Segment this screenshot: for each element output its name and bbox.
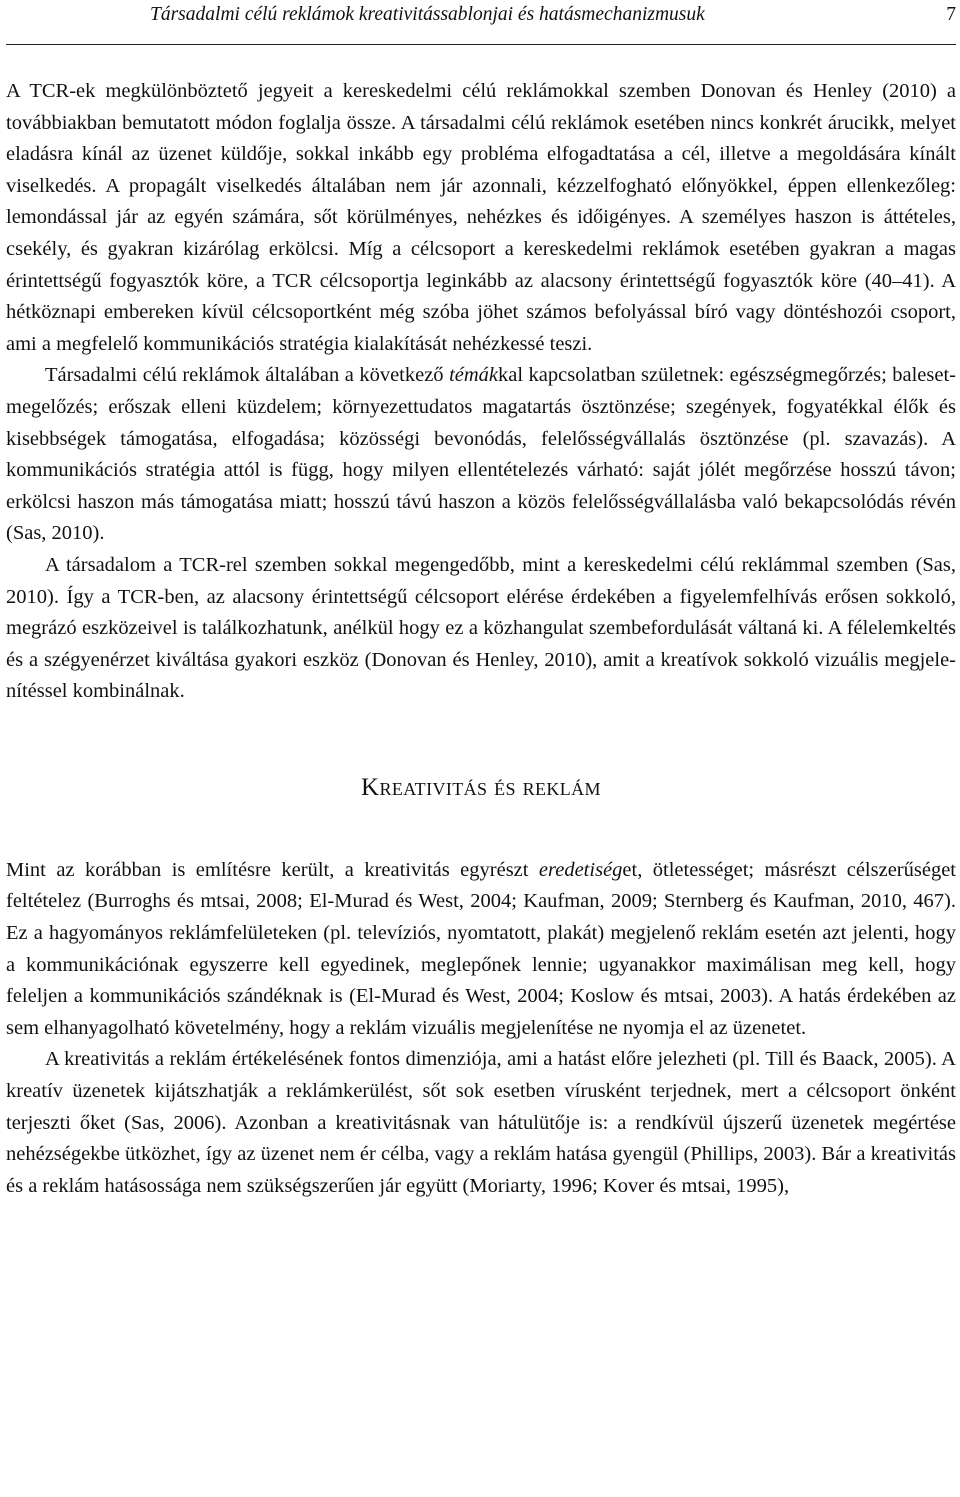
paragraph-text: A társadalom a TCR-rel szemben sokkal megengedőbb, mint a kereskedelmi célú reklámmal szemben (Sas, 2010). Így a TCR-ben, az alacsony érintettségű célcsoport elérése érdekében a figyelemfelhívás erősen sokkoló, megrázó eszközeivel is találkozhatunk, anélkül hogy ez a közhangulat szembefordulását váltaná ki. A félelemkeltés és a szégyenérzet kiváltása gyakori eszköz (Donovan és Henley, 2010), amit a kreatívok sokkoló vizuális megjelenítéssel kombinálnak. bbox=[6, 553, 956, 703]
paragraph-text: kal kapcsolatban születnek: egészségmegőrzés; baleset-megelőzés; erőszak elleni küzdelem; környezettudatos magatartás ösztönzése; szegények, fogyatékkal élők és kisebbségek támogatása, elfogadása; közösségi bevonódás, felelősségvállalás ösztönzése (pl. szavazás). A kommunikációs stratégia attól is függ, hogy milyen ellentételezés várható: saját jólét megőrzése hosszú távon; erkölcsi haszon más támogatása miatt; hosszú távú haszon a közös felelősségvállalásba való bekapcsolódás révén (Sas, 2010). bbox=[6, 364, 956, 545]
body-text bbox=[6, 76, 956, 1202]
paragraph-creativity-evaluation bbox=[6, 1044, 956, 1202]
paragraph-tcr-features bbox=[6, 76, 956, 360]
paragraph-text: Társadalmi célú reklámok általában a következő bbox=[45, 364, 450, 387]
emphasis-text: eredetiség bbox=[538, 858, 623, 881]
paragraph-text: A kreativitás a reklám értékelésének fontos dimenziója, ami a hatást előre jelezheti (pl. Till és Baack, 2005). A kreatív üzenetek kijátszhatják a reklámkerülést, sőt sok esetben vírusként terjednek, mert a célcsoport önként terjeszti őket (Sas, 2006). Azonban a kreativitásnak van hátulütője is: a rendkívül újszerű üzenetek megértése nehézségekbe ütközhet, így az üzenet nem ér célba, vagy a reklám hatása gyengül (Phillips, 2003). Bár a kreativitás és a reklám hatásossága nem szükségszerűen jár együtt (Moriarty, 1996; Kover és mtsai, 1995), bbox=[6, 1048, 956, 1197]
running-header bbox=[6, 0, 956, 45]
running-title: Társadalmi célú reklámok kreativitássablonjai és hatásmechanizmusuk bbox=[150, 4, 705, 25]
emphasis-text: témák bbox=[449, 364, 499, 387]
paragraph-text: A TCR-ek megkülönböztető jegyeit a kereskedelmi célú reklámokkal szemben Donovan és Henley (2010) a továbbiakban bemutatott módon foglalja össze. A társadalmi célú reklámok esetében nincs konkrét árucikk, melyet eladásra kínál az üzenet küldője, sokkal inkább egy probléma elfogadtatása a cél, illetve a megoldására kínált viselkedés. A propagált viselkedés általában nem jár azonnali, kézzelfogható előnyökkel, éppen ellenkezőleg: lemondással jár az egyén számára, sőt körülményes, nehézkes és időigényes. A személyes haszon is áttételes, csekély, és gyakran kizárólag erkölcsi. Míg a célcsoport a kereskedelmi reklámok esetében gyakran a magas érintettségű fogyasztók köre, a TCR célcsoportja leginkább az alacsony érintettségű fogyasztók köre (40–41). A hétköznapi embereken kívül célcsoportként még szóba jöhet számos befolyással bíró vagy döntéshozói csoport, ami a megfelelő kommunikációs stratégia kialakítását nehézkessé teszi. bbox=[6, 80, 956, 355]
section-heading: Kreativitás és reklám bbox=[361, 773, 601, 801]
page-number: 7 bbox=[946, 4, 956, 25]
paragraph-creativity-definition bbox=[6, 855, 956, 1045]
paragraph-society-tolerance bbox=[6, 550, 956, 708]
page bbox=[6, 0, 956, 1497]
paragraph-tcr-themes bbox=[6, 360, 956, 550]
paragraph-text: et, ötletességet; másrészt célszerűséget feltételez (Burroghs és mtsai, 2008; El-Murad és West, 2004; Kaufman, 2009; Sternberg és Kaufman, 2010, 467). Ez a hagyományos reklámfelületeken (pl. televíziós, nyomtatott, plakát) megjelenő reklám esetén azt jelenti, hogy a kommunikációnak egyszerre kell egyedinek, meglepőnek lennie; ugyanakkor maximálisan meg kell, hogy feleljen a kommunikációs szándéknak is (El-Murad és West, 2004; Koslow és mtsai, 2003). A hatás érdekében az sem elhanyagolható követelmény, hogy a reklám vizuális megjelenítése ne nyomja el az üzenetet. bbox=[6, 858, 956, 1039]
paragraph-text: Mint az korábban is említésre került, a kreativitás egyrészt bbox=[6, 858, 539, 881]
